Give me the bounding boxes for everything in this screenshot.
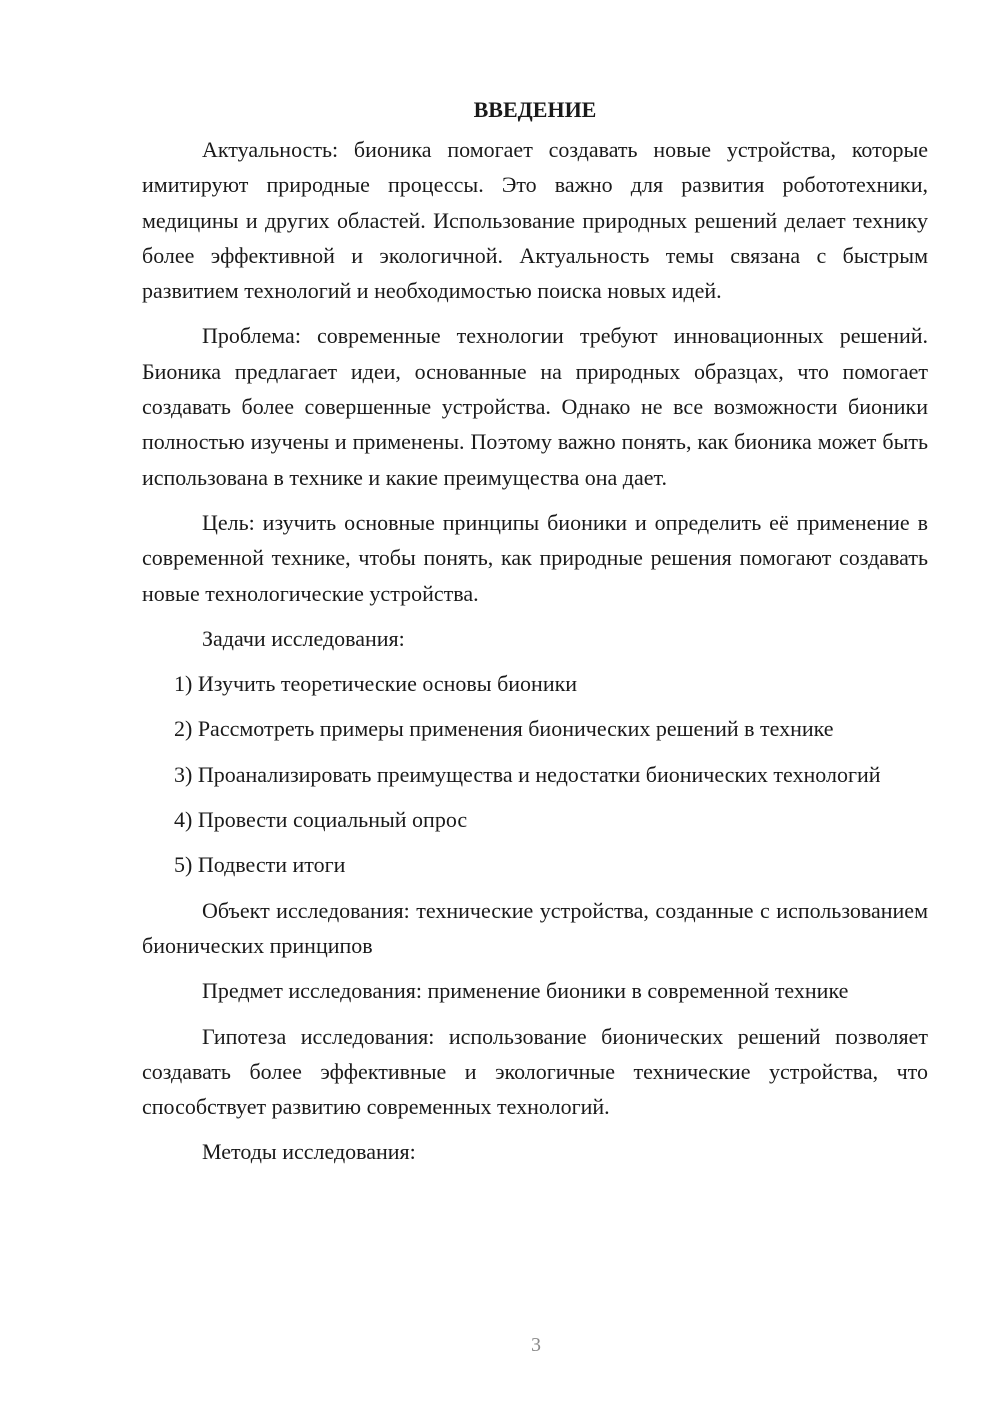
document-page: [142, 92, 928, 1180]
paragraph-subject: Предмет исследования: применение бионики в современной технике: [202, 978, 849, 1004]
paragraph-relevance: Актуальность: бионика помогает создавать новые устройства, которые имитируют природные процессы. Это важно для развития робототехники, медицины и других областей. Использование природных решений делает технику более эффективной и экологичной. Актуальность темы связана с быстрым развитием технологий и необходимостью поиска новых идей.: [142, 137, 928, 304]
page-number: 3: [531, 1334, 541, 1356]
methods-heading: Методы исследования:: [202, 1139, 416, 1165]
paragraph-hypothesis: Гипотеза исследования: использование бионических решений позволяет создавать более эффективные и экологичные технические устройства, что способствует развитию современных технологий.: [142, 1023, 928, 1120]
page-title: ВВЕДЕНИЕ: [473, 97, 597, 122]
paragraph-goal: Цель: изучить основные принципы бионики и определить её применение в современной технике, чтобы понять, как природные решения помогают создавать новые технологические устройства.: [142, 509, 928, 606]
list-item: 4) Провести социальный опрос: [174, 807, 468, 833]
list-item: 2) Рассмотреть примеры применения бионических решений в технике: [174, 716, 834, 742]
list-item: 1) Изучить теоретические основы бионики: [174, 671, 578, 697]
paragraph-object: Объект исследования: технические устройства, созданные с использованием бионических принципов: [142, 897, 928, 958]
list-item: 5) Подвести итоги: [174, 852, 346, 878]
paragraph-problem: Проблема: современные технологии требуют инновационных решений. Бионика предлагает идеи, основанные на природных образцах, что помогает создавать более совершенные устройства. Однако не все возможности бионики полностью изучены и применены. Поэтому важно понять, как бионика может быть использована в технике и какие преимущества она дает.: [142, 323, 928, 490]
list-item: 3) Проанализировать преимущества и недостатки бионических технологий: [174, 761, 881, 787]
tasks-heading: Задачи исследования:: [202, 625, 405, 651]
